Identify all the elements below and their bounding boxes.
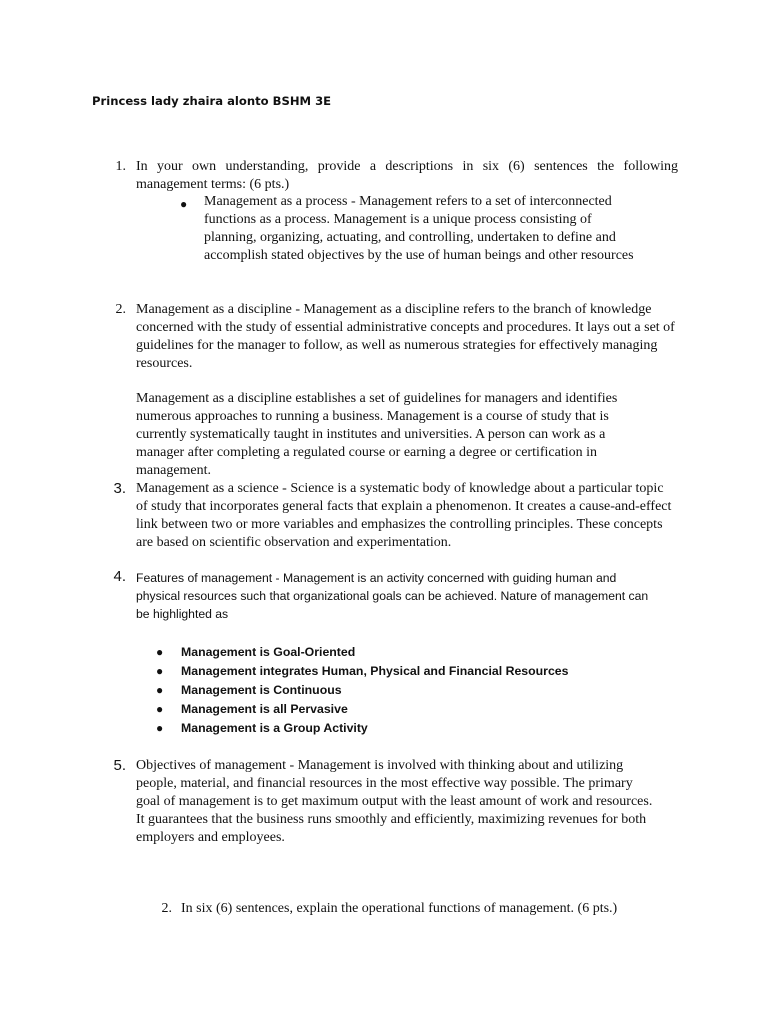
q1-number: 1.	[115, 159, 126, 174]
item4-text: Management is an activity concerned with guiding human and physical resources such that organizational goals can be achieved. Nature of management can be highlighted as	[136, 571, 649, 621]
item3-text: Management as a science - Science is a systematic body of knowledge about a particular topic of study that incorporates general facts that explain a phenomenon. It creates a cause-and-effect link between two or more variables and emphasizes the controlling principles. These concepts are based on scientific observation and experimentation.	[136, 481, 672, 550]
item4-body	[136, 569, 656, 623]
item2-number: 2.	[115, 302, 126, 317]
feature-label: Management is all Pervasive	[181, 702, 348, 716]
list-item	[156, 683, 656, 702]
q2-number: 2.	[161, 901, 172, 916]
item5-text: Objectives of management - Management is involved with thinking about and utilizing people, material, and financial resources in the most effective way possible. The primary goal of management is to get maximum output with the least amount of work and resources. It guarantees that the business runs smoothly and efficiently, maximizing revenues for both employers and employees.	[136, 758, 653, 845]
item3-number: 3.	[113, 480, 126, 497]
list-item	[156, 721, 656, 740]
feature-label: Management is a Group Activity	[181, 721, 368, 735]
feature-label: Management integrates Human, Physical and Financial Resources	[181, 664, 569, 678]
bullet-icon: ●	[156, 721, 164, 735]
feature-label: Management is Continuous	[181, 683, 342, 697]
author-header: Princess lady zhaira alonto BSHM 3E	[92, 94, 332, 108]
item2-para1: Management as a discipline - Management as a discipline refers to the branch of knowledge concerned with the study of essential administrative concepts and procedures. It lays out a set of guidelines for the manager to follow, as well as numerous strategies for effectively managing resources.	[136, 302, 675, 371]
item2-para2: Management as a discipline establishes a set of guidelines for managers and identifies numerous approaches to running a business. Management is a course of study that is currently systematically taught in institutes and universities. A person can work as a manager after completing a regulated course or earning a degree or certification in management.	[136, 391, 618, 478]
list-item	[156, 645, 656, 664]
bullet-icon: ●	[156, 645, 164, 659]
bullet-icon: ●	[180, 197, 188, 211]
features-list	[156, 645, 656, 740]
item4-label: Features of management -	[136, 571, 283, 585]
bullet-icon: ●	[156, 664, 164, 678]
list-item	[156, 664, 656, 683]
list-item	[156, 702, 656, 721]
item4-number: 4.	[113, 568, 126, 585]
q1-text: In your own understanding, provide a descriptions in six (6) sentences the following management terms: (6 pts.)	[136, 159, 678, 192]
item5-number: 5.	[113, 757, 126, 774]
q2-text: In six (6) sentences, explain the operational functions of management. (6 pts.)	[181, 901, 618, 916]
q1-bullet-text: Management as a process - Management refers to a set of interconnected functions as a process. Management is a unique process consisting of planning, organizing, actuating, and controlling, undertaken to define and accomplish stated objectives by the use of human beings and other resources	[204, 194, 634, 263]
feature-label: Management is Goal-Oriented	[181, 645, 356, 659]
bullet-icon: ●	[156, 702, 164, 716]
bullet-icon: ●	[156, 683, 164, 697]
